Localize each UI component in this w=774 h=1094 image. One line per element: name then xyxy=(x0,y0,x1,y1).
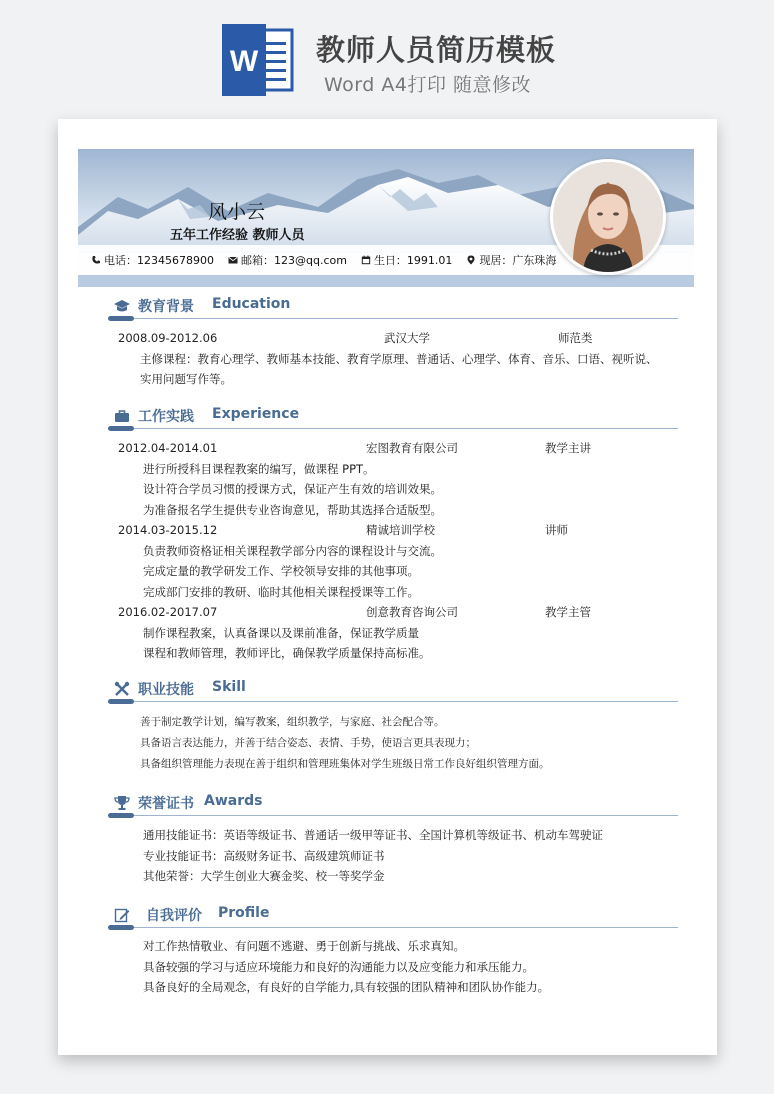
section-title: 自我评价 xyxy=(146,908,202,924)
job-period: 2012.04-2014.01 xyxy=(118,441,218,455)
contact-phone: 电话：12345678900 xyxy=(91,252,214,268)
education-school: 武汉大学 xyxy=(384,331,430,345)
resume-header xyxy=(78,149,694,287)
section-title-en: Profile xyxy=(218,905,270,921)
section-header xyxy=(108,793,678,815)
section-title: 荣誉证书 xyxy=(138,796,194,812)
divider xyxy=(108,428,678,429)
edit-icon xyxy=(114,907,130,923)
divider xyxy=(108,701,678,702)
candidate-name: 风小云 xyxy=(208,201,266,223)
divider-cap xyxy=(108,699,134,704)
section-education xyxy=(108,296,678,390)
education-major: 师范类 xyxy=(558,331,593,345)
education-courses: 主修课程：教育心理学、教师基本技能、教育学原理、普通话、心理学、体育、音乐、口语、视听说、实用问题写作等。 xyxy=(140,351,658,386)
header-divider-strip xyxy=(78,275,694,287)
divider xyxy=(108,927,678,928)
section-profile xyxy=(108,905,678,998)
word-icon xyxy=(222,24,294,96)
template-title: 教师人员简历模板 xyxy=(316,33,557,67)
template-subtitle: Word A4打印 随意修改 xyxy=(324,74,532,96)
job-duty: 完成定量的教学研发工作、学校领导安排的其他事项。 xyxy=(143,564,419,578)
section-skills xyxy=(108,679,678,775)
award-item: 专业技能证书：高级财务证书、高级建筑师证书 xyxy=(143,848,385,863)
graduation-cap-icon xyxy=(114,298,130,314)
divider-cap xyxy=(108,426,134,431)
skill-item: 具备组织管理能力表现在善于组织和管理班集体对学生班级日常工作良好组织管理方面。 xyxy=(140,758,550,770)
job-duty: 课程和教师管理，教师评比，确保教学质量保持高标准。 xyxy=(143,646,431,660)
section-title-en: Skill xyxy=(212,679,246,695)
section-awards xyxy=(108,793,678,887)
job-duty: 为准备报名学生提供专业咨询意见，帮助其选择合适版型。 xyxy=(143,502,442,517)
divider xyxy=(108,815,678,816)
skill-item: 善于制定教学计划，编写教案，组织教学，与家庭、社会配合等。 xyxy=(140,716,445,728)
section-header xyxy=(108,679,678,701)
profile-item: 具备较强的学习与适应环境能力和良好的沟通能力以及应变能力和承压能力。 xyxy=(143,959,534,974)
job-duty: 设计符合学员习惯的授课方式，保证产生有效的培训效果。 xyxy=(143,482,442,496)
job-duty: 负责教师资格证相关课程教学部分内容的课程设计与交流。 xyxy=(143,543,442,558)
top-banner xyxy=(0,0,774,118)
job-role: 讲师 xyxy=(545,523,568,537)
profile-item: 对工作热情敬业、有问题不逃避、勇于创新与挑战、乐求真知。 xyxy=(143,939,465,953)
profile-photo xyxy=(550,159,666,275)
resume-paper xyxy=(58,119,717,1055)
section-header xyxy=(108,296,678,318)
section-title-en: Awards xyxy=(204,793,263,809)
contact-birthday: 生日：1991.01 xyxy=(361,252,453,268)
job-duty: 完成部门安排的教研、临时其他相关课程授课等工作。 xyxy=(143,584,419,599)
contact-row xyxy=(91,252,570,268)
section-title-en: Experience xyxy=(212,406,300,422)
job-duty: 制作课程教案，认真备课以及课前准备，保证教学质量 xyxy=(143,625,419,640)
svg-text:W: W xyxy=(229,45,259,78)
divider-cap xyxy=(108,925,134,930)
section-title: 职业技能 xyxy=(138,682,194,698)
section-header xyxy=(108,406,678,428)
briefcase-icon xyxy=(114,408,130,424)
award-item: 其他荣誉：大学生创业大赛金奖、校一等奖学金 xyxy=(143,869,385,883)
section-header xyxy=(108,905,678,927)
mail-icon xyxy=(228,255,238,265)
divider xyxy=(108,318,678,319)
job-duty: 进行所授科目课程教案的编写，做课程 PPT。 xyxy=(143,461,375,476)
section-title: 工作实践 xyxy=(138,409,194,425)
trophy-icon xyxy=(114,795,130,811)
tools-icon xyxy=(114,681,130,697)
section-title-en: Education xyxy=(212,296,291,312)
job-row xyxy=(108,520,678,541)
job-role: 教学主讲 xyxy=(545,441,591,455)
job-company: 创意教育咨询公司 xyxy=(366,605,458,619)
job-company: 精诚培训学校 xyxy=(366,523,435,537)
divider-cap xyxy=(108,316,134,321)
divider-cap xyxy=(108,813,134,818)
job-company: 宏图教育有限公司 xyxy=(366,441,458,455)
job-period: 2016.02-2017.07 xyxy=(118,605,218,619)
phone-icon xyxy=(91,255,101,265)
education-period: 2008.09-2012.06 xyxy=(118,331,218,345)
education-row xyxy=(108,328,678,349)
job-row xyxy=(108,602,678,623)
job-period: 2014.03-2015.12 xyxy=(118,523,218,537)
section-experience xyxy=(108,406,678,664)
calendar-icon xyxy=(361,255,371,265)
location-icon xyxy=(466,255,476,265)
award-item: 通用技能证书：英语等级证书、普通话一级甲等证书、全国计算机等级证书、机动车驾驶证 xyxy=(143,828,603,842)
job-role: 教学主管 xyxy=(545,605,591,619)
section-title: 教育背景 xyxy=(138,299,194,315)
job-row xyxy=(108,438,678,459)
profile-item: 具备良好的全局观念，有良好的自学能力,具有较强的团队精神和团队协作能力。 xyxy=(143,980,550,994)
contact-location: 现居：广东珠海 xyxy=(466,252,556,268)
candidate-headline: 五年工作经验 教师人员 xyxy=(170,228,305,243)
skill-item: 具备语言表达能力，并善于结合姿态、表情、手势，使语言更具表现力； xyxy=(140,737,476,749)
contact-email: 邮箱：123@qq.com xyxy=(228,252,347,268)
